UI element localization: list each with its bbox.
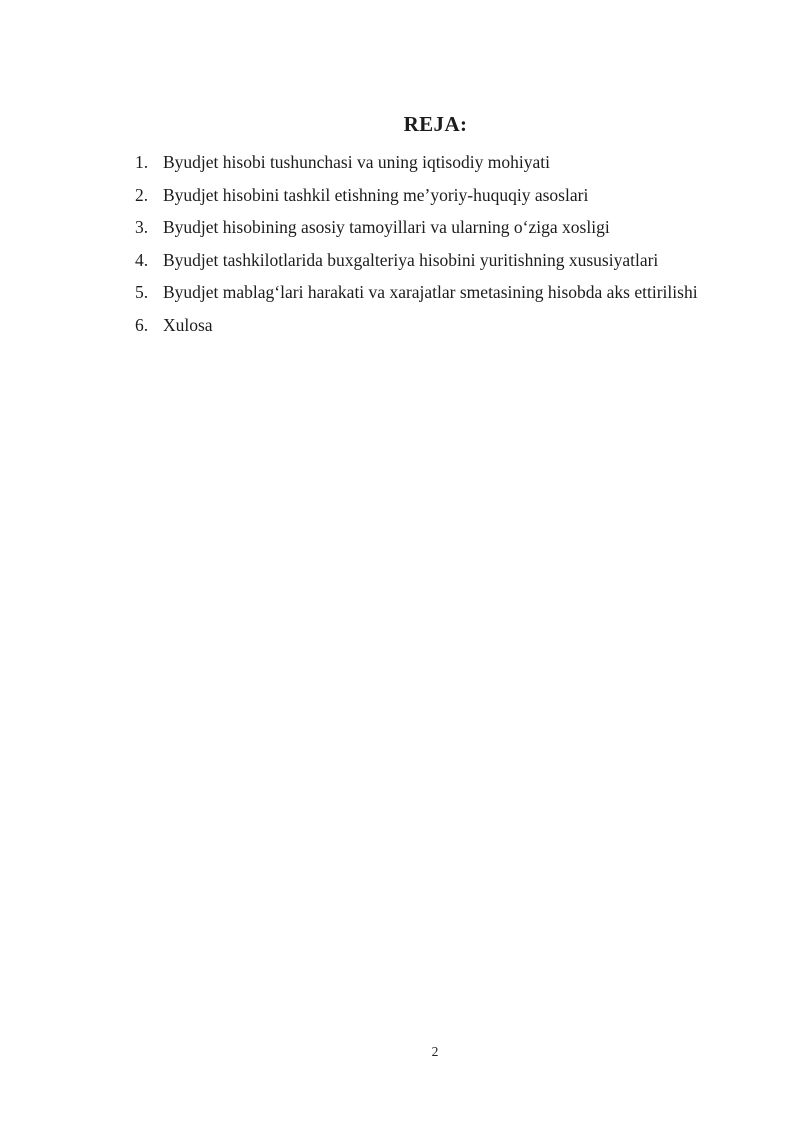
list-item-text: Xulosa bbox=[163, 314, 213, 335]
page-title: REJA: bbox=[403, 112, 468, 136]
plan-list bbox=[135, 146, 736, 342]
list-item-text: Byudjet hisobini tashkil etishning me’yoriy-huquqiy asoslari bbox=[163, 184, 589, 205]
list-item bbox=[135, 211, 736, 244]
list-item-number: 2. bbox=[135, 184, 149, 205]
list-item-number: 1. bbox=[135, 152, 149, 172]
list-item-text: Byudjet mablag‘lari harakati va xarajatlar smetasining hisobda aks ettirilishi bbox=[163, 282, 698, 303]
list-item-text: Byudjet hisobining asosiy tamoyillari va ularning o‘ziga xosligi bbox=[163, 217, 610, 238]
list-item-number: 4. bbox=[135, 249, 149, 270]
list-item bbox=[135, 244, 736, 277]
list-item bbox=[135, 276, 736, 309]
list-item-number: 5. bbox=[135, 282, 149, 303]
list-item bbox=[135, 179, 736, 212]
list-item-text: Byudjet tashkilotlarida buxgalteriya hisobini yuritishning xususiyatlari bbox=[163, 249, 659, 270]
list-item bbox=[135, 309, 736, 342]
list-item-number: 6. bbox=[135, 314, 149, 335]
list-item-number: 3. bbox=[135, 217, 149, 238]
document-content bbox=[135, 110, 736, 342]
list-item-text: Byudjet hisobi tushunchasi va uning iqtisodiy mohiyati bbox=[163, 152, 550, 172]
list-item bbox=[135, 146, 736, 179]
page-number: 2 bbox=[431, 1044, 439, 1059]
